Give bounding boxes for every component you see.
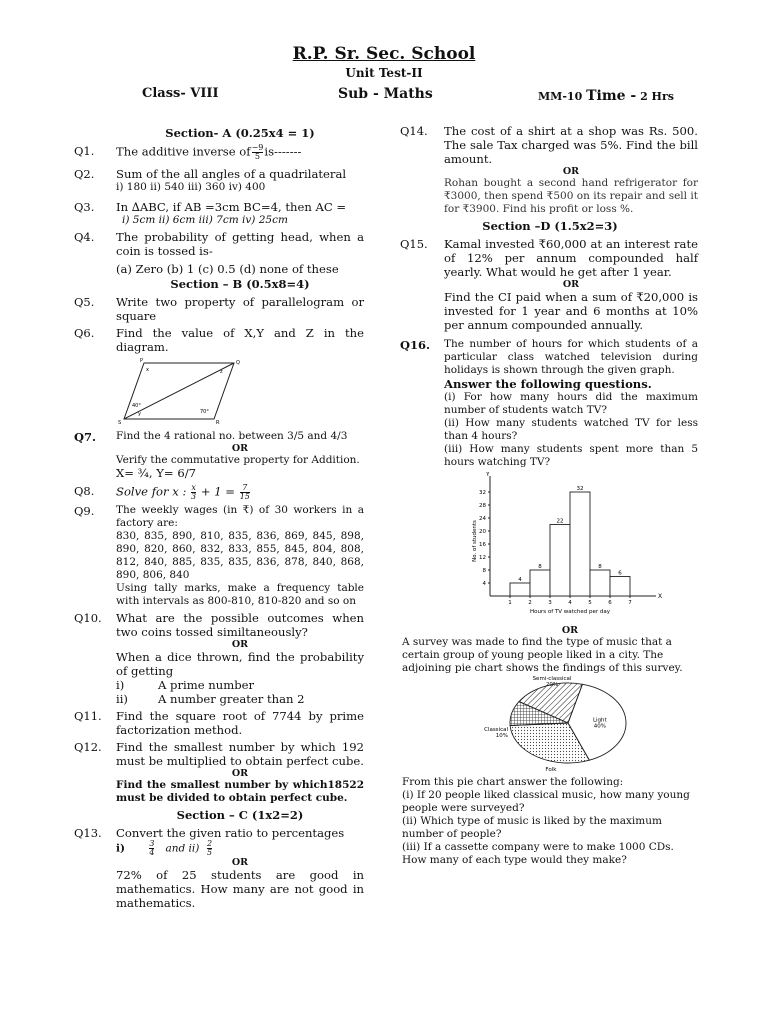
x-tick-label: 1: [508, 600, 512, 606]
svg-text:Q: Q: [236, 360, 240, 366]
right-column: Q14. The cost of a shirt at a shop was Rs. 500. The sale Tax charged was 5%. Find the bill amount. OR Rohan bought a second hand refrigerator for ₹3000, then spend ₹500 on its repair and sell it for ₹3900. Find his profit or loss %. Section –D (1.5x2=3) Q15. Kamal invested ₹60,000 at an interest rate of 12% per annum compounded half yearly. What would he get after 1 year. OR Find the CI paid when a sum of ₹20,000 is invested for 1 year and 6 months at 10% per annum compounded annually. Q16. The number of hours for which students of a particular class watched television during holidays is shown through the given graph. Answer the following questions. (i) For how many hours did the maximum number of students watch TV? (ii) How many students watched TV for less than 4 hours? (iii) How many students spent more than 5 hours watching TV? Y X 4 8 12 16 20 24 28 32 1 2 3 4 5 6 7 4 8 22 32 8 6 Hours of TV watched per day No. of students OR A survey was made to find the type of music that a certain group of young people liked in a city. The adjoining pie chart shows the findings of this survey. Light 40% Folk Classical 10% Semi-classical 20% From this pie chart answer the following: (i) If 20 people liked classical music, how many young people were surveyed? (ii) Which type of music is liked by the maximum number of people? (iii) If a cassette company were to make 1000 CDs. How many of each type would they make?: [400, 124, 698, 866]
question-2: Q2. Sum of the all angles of a quadrilateral i) 180 ii) 540 iii) 360 iv) 400: [74, 167, 347, 193]
question-12: Q12. Find the smallest number by which 192 must be multiplied to obtain perfect cube. OR Find the smallest number by which18522 must be divided to obtain perfect cube.: [74, 740, 364, 804]
pie-slice-name: Semi-classical: [532, 676, 572, 682]
y-tick-label: 32: [479, 490, 486, 496]
svg-text:70°: 70°: [200, 409, 209, 415]
bar-value-label: 8: [598, 564, 602, 570]
x-tick-label: 6: [608, 600, 612, 606]
y-axis-label: No. of students: [472, 520, 478, 562]
x-tick-label: 5: [588, 600, 592, 606]
question-8: Q8. Solve for x : $\frac{x}{3}$ + 1 = $\frac{7}{15}$: [74, 483, 250, 501]
question-4: Q4. The probability of getting head, when a coin is tossed is- (a) Zero (b) 1 (c) 0.5 (d) none of these: [74, 230, 364, 276]
histogram-bar: [550, 525, 570, 597]
class-label: Class- VIII: [142, 86, 219, 101]
y-tick-label: 24: [479, 516, 486, 522]
histogram-bar: [610, 577, 630, 597]
pie-question: A survey was made to find the type of music that a certain group of young people liked in a city. The adjoining pie chart shows the findings of this survey.: [402, 636, 683, 674]
y-tick-label: 28: [479, 503, 486, 509]
svg-text:x: x: [146, 367, 149, 373]
histogram-bar: [530, 570, 550, 596]
y-tick-label: 4: [482, 581, 486, 587]
svg-text:P: P: [140, 358, 144, 364]
section-a-heading: Section- A (0.25x4 = 1): [165, 126, 315, 140]
question-14: Q14. The cost of a shirt at a shop was Rs. 500. The sale Tax charged was 5%. Find the bill amount. OR Rohan bought a second hand refrigerator for ₹3000, then spend ₹500 on its repair and sell it for ₹3900. Find his profit or loss %.: [400, 124, 698, 215]
x-tick-label: 3: [548, 600, 552, 606]
y-tick-label: 12: [479, 555, 486, 561]
bar-value-label: 4: [518, 577, 522, 583]
pie-chart: [402, 675, 698, 776]
section-d-heading: Section –D (1.5x2=3): [482, 219, 618, 233]
test-title: Unit Test-II: [345, 66, 423, 80]
bar-value-label: 22: [556, 518, 564, 525]
svg-text:z: z: [220, 369, 223, 375]
left-column: [74, 124, 364, 913]
svg-text:R: R: [216, 420, 220, 425]
y-tick-label: 8: [482, 568, 486, 574]
question-3: Q3. In ∆ABC, if AB =3cm BC=4, then AC = i) 5cm ii) 6cm iii) 7cm iv) 25cm: [74, 200, 347, 226]
histogram-bar: [590, 570, 610, 596]
histogram-bar: [510, 583, 530, 596]
y-tick-label: 16: [479, 542, 486, 548]
x-tick-label: 7: [628, 600, 632, 606]
fraction: $\frac{-9}{5}$: [251, 143, 264, 161]
school-name: R.P. Sr. Sec. School: [292, 44, 476, 64]
svg-text:y: y: [138, 411, 141, 417]
bar-value-label: 32: [576, 486, 584, 492]
question-1: Q1. The additive inverse of $\frac{-9}{5}$ is-------: [74, 143, 302, 161]
histogram-bar: [570, 492, 590, 596]
pie-slice-name: Folk: [545, 767, 557, 773]
y-axis-arrow-label: Y: [486, 472, 490, 478]
question-15: Q15. Kamal invested ₹60,000 at an interest rate of 12% per annum compounded half yearly. What would he get after 1 year. OR Find the CI paid when a sum of ₹20,000 is invested for 1 year and 6 months at 10% per annum compounded annually.: [400, 237, 698, 332]
pie-slice-percent: 10%: [495, 733, 508, 739]
pie-slice-percent: 20%: [545, 682, 559, 688]
bar-value-label: 6: [618, 570, 622, 577]
question-5: Q5. Write two property of parallelogram or square: [74, 295, 364, 323]
x-tick-label: 4: [568, 600, 572, 606]
question-11: Q11. Find the square root of 7744 by prime factorization method.: [74, 709, 364, 737]
parallelogram-figure: [74, 357, 364, 428]
subject-label: Sub - Maths: [338, 86, 433, 102]
section-b-heading: Section – B (0.5x8=4): [170, 277, 310, 291]
question-9: Q9. The weekly wages (in ₹) of 30 workers in a factory are: 830, 835, 890, 810, 835, 836, 869, 845, 898, 890, 820, 860, 832, 833, 855, 845, 804, 808, 812, 840, 885, 835, 835, 836, 878, 840, 868, 890, 806, 840 Using tally marks, make a frequency table with intervals as 800-810, 810-820 and so on: [74, 504, 364, 607]
pie-slice-name: Light: [592, 717, 607, 724]
pie-slice-name: Classical: [484, 727, 508, 733]
svg-text:40°: 40°: [132, 403, 141, 409]
question-6: Q6. Find the value of X,Y and Z in the diagram.: [74, 326, 364, 354]
pie-slice-percent: 40%: [593, 723, 606, 730]
y-tick-label: 20: [479, 529, 486, 535]
bar-value-label: 8: [538, 564, 542, 570]
svg-text:S: S: [118, 420, 122, 425]
x-axis-arrow-label: X: [658, 593, 663, 600]
question-7: Q7. Find the 4 rational no. between 3/5 and 4/3 OR Verify the commutative property for Addition. X= ¾, Y= 6/7: [74, 430, 360, 480]
section-c-heading: Section – C (1x2=2): [176, 808, 304, 822]
bar-chart: [402, 472, 698, 625]
question-10: Q10. What are the possible outcomes when two coins tossed similtaneously? OR When a dice thrown, find the probability of getting i) A prime number ii) A number greater than 2: [74, 611, 364, 706]
marks-time: MM-10 Time - 2 Hrs: [538, 88, 674, 104]
x-tick-label: 2: [528, 600, 532, 606]
question-13: Q13. Convert the given ratio to percentages i) $\frac{3}{4}$ and ii) $\frac{2}{5}$ OR 72% of 25 students are good in mathematics. How many are not good in mathematics.: [74, 826, 364, 910]
question-16: Q16. The number of hours for which students of a particular class watched television during holidays is shown through the given graph. Answer the following questions. (i) For how many hours did the maximum number of students watch TV? (ii) How many students watched TV for less than 4 hours? (iii) How many students spent more than 5 hours watching TV?: [400, 338, 698, 468]
x-axis-label: Hours of TV watched per day: [530, 609, 610, 615]
